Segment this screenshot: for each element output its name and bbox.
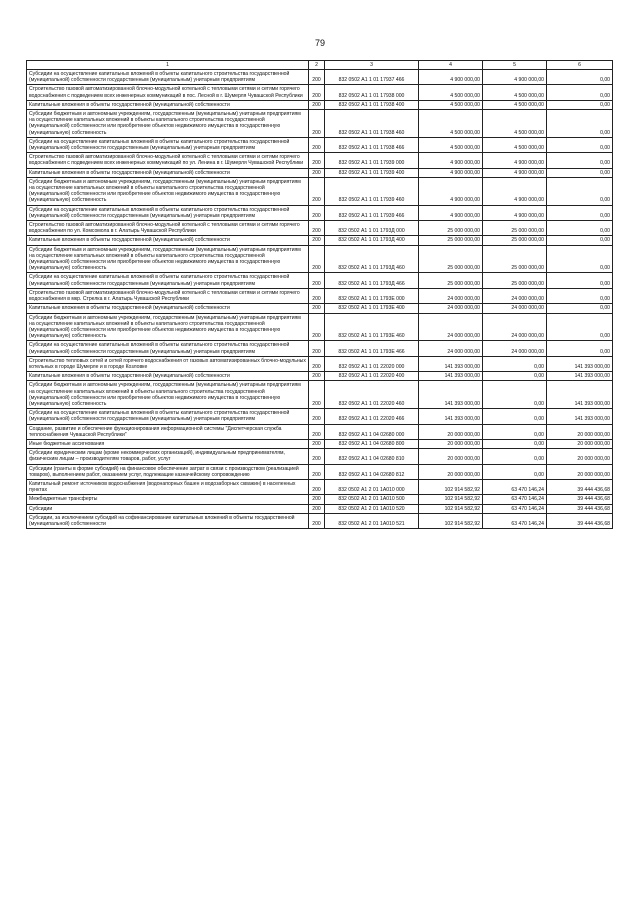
- description-cell: Субсидии юридическим лицам (кроме некоммерческих организаций), индивидуальным предпринимателям, физическим лицам – производителям товаров, работ, услуг: [27, 449, 309, 464]
- table-row: [27, 449, 613, 464]
- total-cell: 24 000 000,00: [419, 341, 483, 356]
- code-cell: 832 0502 А1 1 01 1793Д 400: [325, 236, 419, 245]
- total-cell: 4 500 000,00: [419, 100, 483, 109]
- description-cell: Субсидии на осуществление капитальных вложений в объекты капитального строительства государственной (муниципальной) собственности государственным (муниципальным) унитарным предприятиям: [27, 409, 309, 424]
- total-cell: 25 000 000,00: [419, 221, 483, 236]
- description-cell: Строительство тепловых сетей и сетей горячего водоснабжения от газовых автоматизированных блочно-модульных котельных в городе Шумерле и в городе Козловке: [27, 356, 309, 371]
- code-cell: 832 0502 А1 2 01 1А010 520: [325, 504, 419, 513]
- table-row: [27, 100, 613, 109]
- code-cell: 832 0502 А1 1 01 17938 400: [325, 100, 419, 109]
- table-row: [27, 409, 613, 424]
- description-cell: Субсидии: [27, 504, 309, 513]
- code-cell: 832 0502 А1 1 01 22020 460: [325, 381, 419, 409]
- table-row: [27, 137, 613, 152]
- description-cell: Субсидии (гранты в форме субсидий) на финансовое обеспечение затрат в связи с производством (реализацией товаров), выполнением работ, оказанием услуг, подлежащие казначейскому сопровождению: [27, 464, 309, 479]
- table-row: [27, 341, 613, 356]
- code-cell: 832 0502 А1 1 01 17939 466: [325, 205, 419, 220]
- total-cell: 4 900 000,00: [419, 70, 483, 85]
- code-cell: 832 0502 А1 1 01 17937 466: [325, 70, 419, 85]
- amount-cell: 0,00: [483, 439, 547, 448]
- total-cell: 141 393 000,00: [419, 409, 483, 424]
- amount-cell: 4 900 000,00: [483, 168, 547, 177]
- table-row: [27, 245, 613, 273]
- description-cell: Иные бюджетные ассигнования: [27, 439, 309, 448]
- total-cell: 4 500 000,00: [419, 110, 483, 138]
- amount-cell: 0,00: [483, 381, 547, 409]
- description-cell: Капитальные вложения в объекты государственной (муниципальной) собственности: [27, 304, 309, 313]
- amount-cell: 0,00: [547, 236, 613, 245]
- amount-cell: 0,00: [483, 449, 547, 464]
- budget-table: [26, 60, 613, 529]
- amount-cell: 0,00: [547, 177, 613, 205]
- table-row: [27, 70, 613, 85]
- table-row: [27, 313, 613, 341]
- total-cell: 4 500 000,00: [419, 137, 483, 152]
- amount-cell: 25 000 000,00: [483, 236, 547, 245]
- amount-cell: 0,00: [547, 205, 613, 220]
- description-cell: Субсидии на осуществление капитальных вложений в объекты капитального строительства государственной (муниципальной) собственности государственным (муниципальным) унитарным предприятиям: [27, 70, 309, 85]
- description-cell: Субсидии на осуществление капитальных вложений в объекты капитального строительства государственной (муниципальной) собственности государственным (муниципальным) унитарным предприятиям: [27, 205, 309, 220]
- amount-cell: 0,00: [483, 464, 547, 479]
- total-cell: 4 900 000,00: [419, 177, 483, 205]
- total-cell: 4 900 000,00: [419, 205, 483, 220]
- amount-cell: 4 500 000,00: [483, 110, 547, 138]
- table-row: [27, 288, 613, 303]
- section-cell: 200: [309, 236, 325, 245]
- table-row: [27, 205, 613, 220]
- section-cell: 200: [309, 288, 325, 303]
- table-row: [27, 273, 613, 288]
- header-cell: 2: [309, 61, 325, 70]
- amount-cell: 0,00: [547, 288, 613, 303]
- total-cell: 24 000 000,00: [419, 288, 483, 303]
- section-cell: 200: [309, 341, 325, 356]
- description-cell: Создание, развитие и обеспечение функционирования информационной системы "Диспетчерская служба теплоснабжения Чувашской Республики": [27, 424, 309, 439]
- code-cell: 832 0502 А1 1 01 1793Д 466: [325, 273, 419, 288]
- table-row: [27, 236, 613, 245]
- amount-cell: 25 000 000,00: [483, 245, 547, 273]
- section-cell: 200: [309, 110, 325, 138]
- section-cell: 200: [309, 153, 325, 168]
- amount-cell: 0,00: [547, 168, 613, 177]
- code-cell: 832 0502 А1 1 01 1793Е 466: [325, 341, 419, 356]
- amount-cell: 0,00: [483, 356, 547, 371]
- total-cell: 25 000 000,00: [419, 236, 483, 245]
- total-cell: 102 914 582,92: [419, 479, 483, 494]
- amount-cell: 0,00: [547, 304, 613, 313]
- amount-cell: 20 000 000,00: [547, 439, 613, 448]
- table-row: [27, 504, 613, 513]
- code-cell: 832 0502 А1 1 01 1793Е 400: [325, 304, 419, 313]
- header-cell: 6: [547, 61, 613, 70]
- code-cell: 832 0502 А1 1 01 1793Д 460: [325, 245, 419, 273]
- table-row: [27, 110, 613, 138]
- description-cell: Субсидии бюджетным и автономным учреждениям, государственным (муниципальным) унитарным предприятиям на осуществление капитальных вложений в объекты капитального строительства государственной (муниципальной) собственности или приобретение объектов недвижимого имущества в государственную (муниципальную) собственность: [27, 110, 309, 138]
- amount-cell: 0,00: [483, 409, 547, 424]
- description-cell: Субсидии на осуществление капитальных вложений в объекты капитального строительства государственной (муниципальной) собственности государственным (муниципальным) унитарным предприятиям: [27, 341, 309, 356]
- total-cell: 141 393 000,00: [419, 372, 483, 381]
- amount-cell: 24 000 000,00: [483, 341, 547, 356]
- header-cell: 5: [483, 61, 547, 70]
- amount-cell: 20 000 000,00: [547, 464, 613, 479]
- amount-cell: 39 444 436,68: [547, 513, 613, 528]
- amount-cell: 24 000 000,00: [483, 313, 547, 341]
- description-cell: Субсидии на осуществление капитальных вложений в объекты капитального строительства государственной (муниципальной) собственности государственным (муниципальным) унитарным предприятиям: [27, 273, 309, 288]
- amount-cell: 0,00: [547, 70, 613, 85]
- description-cell: Субсидии бюджетным и автономным учреждениям, государственным (муниципальным) унитарным предприятиям на осуществление капитальных вложений в объекты капитального строительства государственной (муниципальной) собственности или приобретение объектов недвижимого имущества в государственную (муниципальную) собственность: [27, 381, 309, 409]
- section-cell: 200: [309, 513, 325, 528]
- code-cell: 832 0502 А1 2 01 1А010 500: [325, 495, 419, 504]
- code-cell: 832 0502 А1 1 01 17939 460: [325, 177, 419, 205]
- amount-cell: 4 500 000,00: [483, 137, 547, 152]
- amount-cell: 0,00: [547, 110, 613, 138]
- table-row: [27, 372, 613, 381]
- table-row: [27, 495, 613, 504]
- total-cell: 20 000 000,00: [419, 439, 483, 448]
- amount-cell: 20 000 000,00: [547, 449, 613, 464]
- amount-cell: 141 393 000,00: [547, 356, 613, 371]
- code-cell: 832 0502 А1 1 01 22020 400: [325, 372, 419, 381]
- table-row: [27, 513, 613, 528]
- description-cell: Строительство газовой автоматизированной блочно-модульной котельной с тепловыми сетями и сетями горячего водоснабжения с подведением всех инженерных коммуникаций по ул. Ленина в г. Шумерля Чувашской Республики: [27, 153, 309, 168]
- total-cell: 141 393 000,00: [419, 356, 483, 371]
- table-header-row: [27, 61, 613, 70]
- amount-cell: 0,00: [547, 100, 613, 109]
- amount-cell: 39 444 436,68: [547, 479, 613, 494]
- code-cell: 832 0502 А1 1 01 22020 000: [325, 356, 419, 371]
- code-cell: 832 0502 А1 2 01 1А010 521: [325, 513, 419, 528]
- description-cell: Субсидии бюджетным и автономным учреждениям, государственным (муниципальным) унитарным предприятиям на осуществление капитальных вложений в объекты капитального строительства государственной (муниципальной) собственности или приобретение объектов недвижимого имущества в государственную (муниципальную) собственность: [27, 245, 309, 273]
- section-cell: 200: [309, 205, 325, 220]
- amount-cell: 4 900 000,00: [483, 177, 547, 205]
- section-cell: 200: [309, 85, 325, 100]
- amount-cell: 25 000 000,00: [483, 273, 547, 288]
- total-cell: 24 000 000,00: [419, 313, 483, 341]
- total-cell: 4 900 000,00: [419, 168, 483, 177]
- description-cell: Субсидии на осуществление капитальных вложений в объекты капитального строительства государственной (муниципальной) собственности государственным (муниципальным) унитарным предприятиям: [27, 137, 309, 152]
- amount-cell: 4 900 000,00: [483, 70, 547, 85]
- description-cell: Капитальные вложения в объекты государственной (муниципальной) собственности: [27, 236, 309, 245]
- amount-cell: 4 500 000,00: [483, 85, 547, 100]
- section-cell: 200: [309, 221, 325, 236]
- code-cell: 832 0502 А1 1 04 02680 000: [325, 424, 419, 439]
- section-cell: 200: [309, 245, 325, 273]
- table-row: [27, 424, 613, 439]
- code-cell: 832 0502 А1 1 04 02680 812: [325, 464, 419, 479]
- description-cell: Субсидии бюджетным и автономным учреждениям, государственным (муниципальным) унитарным предприятиям на осуществление капитальных вложений в объекты капитального строительства государственной (муниципальной) собственности или приобретение объектов недвижимого имущества в государственную (муниципальную) собственность: [27, 177, 309, 205]
- section-cell: 200: [309, 356, 325, 371]
- description-cell: Строительство газовой автоматизированной блочно-модульной котельной с тепловыми сетями и сетями горячего водоснабжения в мкр. Стрелка в г. Алатырь Чувашской Республики: [27, 288, 309, 303]
- amount-cell: 0,00: [547, 137, 613, 152]
- total-cell: 102 914 582,92: [419, 504, 483, 513]
- amount-cell: 4 900 000,00: [483, 205, 547, 220]
- code-cell: 832 0502 А1 1 01 22020 466: [325, 409, 419, 424]
- amount-cell: 141 393 000,00: [547, 409, 613, 424]
- description-cell: Капитальный ремонт источников водоснабжения (водонапорных башен и водозаборных скважин) в населенных пунктах: [27, 479, 309, 494]
- amount-cell: 63 470 146,24: [483, 513, 547, 528]
- amount-cell: 0,00: [547, 273, 613, 288]
- code-cell: 832 0502 А1 2 01 1А010 000: [325, 479, 419, 494]
- amount-cell: 0,00: [483, 424, 547, 439]
- table-row: [27, 356, 613, 371]
- amount-cell: 0,00: [547, 313, 613, 341]
- amount-cell: 20 000 000,00: [547, 424, 613, 439]
- section-cell: 200: [309, 177, 325, 205]
- amount-cell: 4 900 000,00: [483, 153, 547, 168]
- code-cell: 832 0502 А1 1 01 17939 000: [325, 153, 419, 168]
- section-cell: 200: [309, 137, 325, 152]
- section-cell: 200: [309, 273, 325, 288]
- section-cell: 200: [309, 381, 325, 409]
- amount-cell: 63 470 146,24: [483, 495, 547, 504]
- page-number: 79: [314, 38, 325, 48]
- code-cell: 832 0502 А1 1 01 17938 460: [325, 110, 419, 138]
- total-cell: 4 500 000,00: [419, 85, 483, 100]
- description-cell: Строительство газовой автоматизированной блочно-модульной котельной с тепловыми сетями и сетями горячего водоснабжения с подведением всех инженерных коммуникаций в пос. Лесной в г. Шумерля Чувашской Республики: [27, 85, 309, 100]
- amount-cell: 0,00: [547, 153, 613, 168]
- section-cell: 200: [309, 424, 325, 439]
- code-cell: 832 0502 А1 1 01 1793Д 000: [325, 221, 419, 236]
- amount-cell: 39 444 436,68: [547, 504, 613, 513]
- total-cell: 25 000 000,00: [419, 273, 483, 288]
- code-cell: 832 0502 А1 1 01 1793Е 000: [325, 288, 419, 303]
- description-cell: Строительство газовой автоматизированной блочно-модульной котельной с тепловыми сетями и сетями горячего водоснабжения по ул. Комсомола в г. Алатырь Чувашской Республики: [27, 221, 309, 236]
- section-cell: 200: [309, 313, 325, 341]
- code-cell: 832 0502 А1 1 01 17938 466: [325, 137, 419, 152]
- description-cell: Капитальные вложения в объекты государственной (муниципальной) собственности: [27, 100, 309, 109]
- section-cell: 200: [309, 168, 325, 177]
- amount-cell: 0,00: [547, 221, 613, 236]
- header-cell: 4: [419, 61, 483, 70]
- amount-cell: 141 393 000,00: [547, 381, 613, 409]
- section-cell: 200: [309, 409, 325, 424]
- amount-cell: 63 470 146,24: [483, 479, 547, 494]
- table-row: [27, 177, 613, 205]
- total-cell: 141 393 000,00: [419, 381, 483, 409]
- amount-cell: 39 444 436,68: [547, 495, 613, 504]
- table-row: [27, 464, 613, 479]
- table-row: [27, 304, 613, 313]
- code-cell: 832 0502 А1 1 04 02680 810: [325, 449, 419, 464]
- table-row: [27, 479, 613, 494]
- code-cell: 832 0502 А1 1 01 1793Е 460: [325, 313, 419, 341]
- section-cell: 200: [309, 70, 325, 85]
- description-cell: Субсидии бюджетным и автономным учреждениям, государственным (муниципальным) унитарным предприятиям на осуществление капитальных вложений в объекты капитального строительства государственной (муниципальной) собственности или приобретение объектов недвижимого имущества в государственную (муниципальную) собственность: [27, 313, 309, 341]
- table-row: [27, 153, 613, 168]
- section-cell: 200: [309, 479, 325, 494]
- amount-cell: 0,00: [547, 341, 613, 356]
- amount-cell: 141 393 000,00: [547, 372, 613, 381]
- description-cell: Межбюджетные трансферты: [27, 495, 309, 504]
- section-cell: 200: [309, 504, 325, 513]
- amount-cell: 0,00: [547, 245, 613, 273]
- total-cell: 25 000 000,00: [419, 245, 483, 273]
- amount-cell: 24 000 000,00: [483, 288, 547, 303]
- description-cell: Капитальные вложения в объекты государственной (муниципальной) собственности: [27, 168, 309, 177]
- table-row: [27, 439, 613, 448]
- amount-cell: 63 470 146,24: [483, 504, 547, 513]
- code-cell: 832 0502 А1 1 01 17938 000: [325, 85, 419, 100]
- total-cell: 102 914 582,92: [419, 495, 483, 504]
- header-cell: 1: [27, 61, 309, 70]
- section-cell: 200: [309, 449, 325, 464]
- total-cell: 20 000 000,00: [419, 464, 483, 479]
- section-cell: 200: [309, 372, 325, 381]
- total-cell: 20 000 000,00: [419, 424, 483, 439]
- section-cell: 200: [309, 495, 325, 504]
- table-row: [27, 85, 613, 100]
- table-row: [27, 221, 613, 236]
- total-cell: 20 000 000,00: [419, 449, 483, 464]
- description-cell: Капитальные вложения в объекты государственной (муниципальной) собственности: [27, 372, 309, 381]
- amount-cell: 4 500 000,00: [483, 100, 547, 109]
- table-row: [27, 168, 613, 177]
- section-cell: 200: [309, 304, 325, 313]
- amount-cell: 0,00: [483, 372, 547, 381]
- description-cell: Субсидии, за исключением субсидий на софинансирование капитальных вложений в объекты государственной (муниципальной) собственности: [27, 513, 309, 528]
- section-cell: 200: [309, 439, 325, 448]
- section-cell: 200: [309, 464, 325, 479]
- total-cell: 102 914 582,92: [419, 513, 483, 528]
- amount-cell: 25 000 000,00: [483, 221, 547, 236]
- header-cell: 3: [325, 61, 419, 70]
- code-cell: 832 0502 А1 1 01 17939 400: [325, 168, 419, 177]
- code-cell: 832 0502 А1 1 04 02680 800: [325, 439, 419, 448]
- total-cell: 24 000 000,00: [419, 304, 483, 313]
- table-row: [27, 381, 613, 409]
- amount-cell: 24 000 000,00: [483, 304, 547, 313]
- section-cell: 200: [309, 100, 325, 109]
- total-cell: 4 900 000,00: [419, 153, 483, 168]
- amount-cell: 0,00: [547, 85, 613, 100]
